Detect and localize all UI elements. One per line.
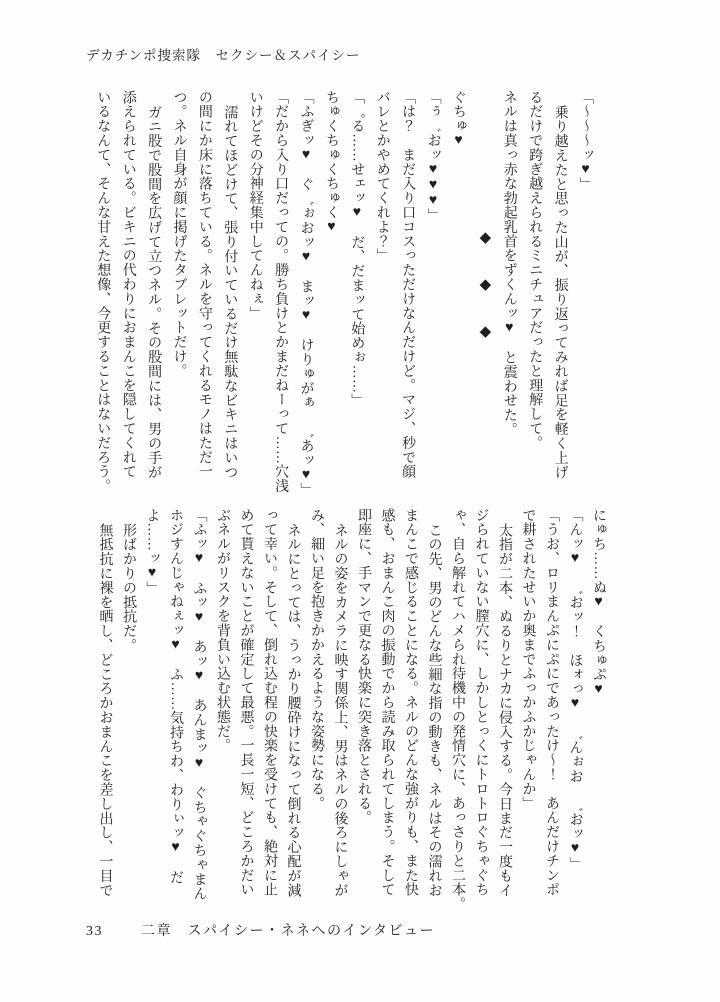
text-line: めて貰えないことが確定して最悪。一長一短、どころかだい — [238, 508, 254, 897]
text-line: 添えられている。ビキニの代わりにおまんこを隠してくれて — [120, 90, 136, 479]
text-line: 無抵抗に裸を晒し、どころかおまんこを差し出し、一目で — [97, 522, 113, 897]
text-line: 太指が二本、ぬるりとナカに侵入する。今日まだ一度もイ — [497, 522, 512, 897]
text-line: 「゜る……せェッ♥ だ、だまッて始めぉ……」 — [349, 90, 365, 408]
text-line: 形ばかりの抵抗だ。 — [121, 522, 136, 653]
text-line: ネルは真っ赤な勃起乳首をずくんッ♥ と震わせた。 — [501, 90, 517, 437]
text-line: 「んッ♥ ゛おッ！ ほォっ♥ ゛んぉお ゛おッ♥」 — [567, 508, 583, 871]
text-line: 乗り越えたと思った山が、振り返ってみれば足を軽く上げ — [552, 104, 568, 479]
text-line: ジられていない膣穴に、しかしとっくにトロトロぐちゃぐち — [473, 508, 489, 897]
chapter-title: 二章 スパイシー・ネネへのインタビュー — [141, 924, 435, 939]
page-footer — [86, 920, 435, 940]
text-line: 「ふッ♥ ふッ♥ あッ♥ あんまッ♥ ぐちゃぐちゃまん — [191, 508, 207, 901]
text-line: 「ふぎッ♥ ぐ゛ぉおッ♥ まッ♥ けりゅがぁ ゛あッ♥」 — [298, 90, 314, 498]
running-head-title: デカチンポ捜索隊 セクシー＆スパイシー — [86, 48, 361, 63]
section-divider: ◆ ◆ ◆ — [476, 227, 493, 347]
text-line: バレとかやめてくれよ？」 — [374, 90, 390, 263]
text-line: いるなんて、そんな甘えた想像、今更することはないだろう。 — [95, 90, 111, 494]
text-line: ガニ股で股間を広げて立つネル。その股間には、男の手が — [146, 104, 162, 479]
text-line: にゅち……ぬ♥ くちゅぷ♥ — [591, 508, 606, 698]
text-line: ネルにとっては、うっかり腰砕けになって倒れる心配が減 — [285, 522, 301, 897]
text-line: ホジすんじゃねぇッ♥ ふ……気持ちわ、わりぃッ♥ だ — [168, 508, 183, 885]
text-line: で耕されたせいか奥までふっかふかじゃんか」 — [520, 508, 536, 811]
text-line: 「は？ まだ入り口コスっただけなんだけど。マジ、秒で顔 — [400, 90, 416, 479]
text-line: って幸い。そして、倒れ込む程の快楽を受けても、絶対に止 — [262, 508, 277, 897]
page-number: 33 — [86, 924, 103, 939]
text-line: いけどその分神経集中してんねぇ」 — [247, 90, 263, 321]
text-line: ゃ、自ら解れてハメられ待機中の発情穴に、あっさりと二本。 — [450, 508, 465, 912]
top-text-block — [90, 90, 598, 498]
text-line: よ……ッ♥」 — [144, 508, 160, 596]
text-line: 「〜〜〜ッ♥」 — [578, 90, 593, 192]
text-line: み、細い足を抱きかかえるような姿勢になる。 — [309, 508, 324, 811]
text-line: ぐちゅ♥ — [450, 90, 466, 149]
text-line: つ。ネル自身が顔に掲げたタブレットだけ。 — [171, 90, 187, 378]
text-line: 濡れてほどけて、張り付いているだけ無駄なビキニはいつ — [222, 104, 238, 479]
text-line: ぶネルがリスクを背負い込む状態だ。 — [215, 508, 230, 753]
text-line: 「ぅ゛おッ♥♥♥」 — [425, 90, 441, 223]
text-line: 即座に、手マンで更なる快楽に突き落とされる。 — [356, 508, 371, 825]
text-line: 感も、おまんこ肉の振動でから読み取られてしまう。そして — [379, 508, 395, 897]
text-line: の間にか床に落ちている。ネルを守ってくれるモノはただ一 — [196, 90, 212, 479]
text-line: ちゅくちゅくちゅく♥ — [323, 90, 339, 235]
bottom-text-block — [93, 508, 610, 912]
text-line: 「だから入り口だっての。勝ち負けとかまだねーって……穴浅 — [273, 90, 289, 494]
text-line: まんこで感じることになる。ネルのどんな強がりも、また快 — [403, 508, 418, 897]
text-line: この先、男のどんな些細な指の動きも、ネルはその濡れお — [426, 522, 442, 897]
text-line: 「うお、ロリまんぷにぷにであったけ〜！ あんだけチンポ — [544, 508, 559, 897]
text-line: るだけで跨ぎ越えられるミニチュアだったと理解して。 — [527, 90, 543, 450]
text-line: ネルの姿をカメラに映す関係上、男はネルの後ろにしゃが — [332, 522, 348, 897]
